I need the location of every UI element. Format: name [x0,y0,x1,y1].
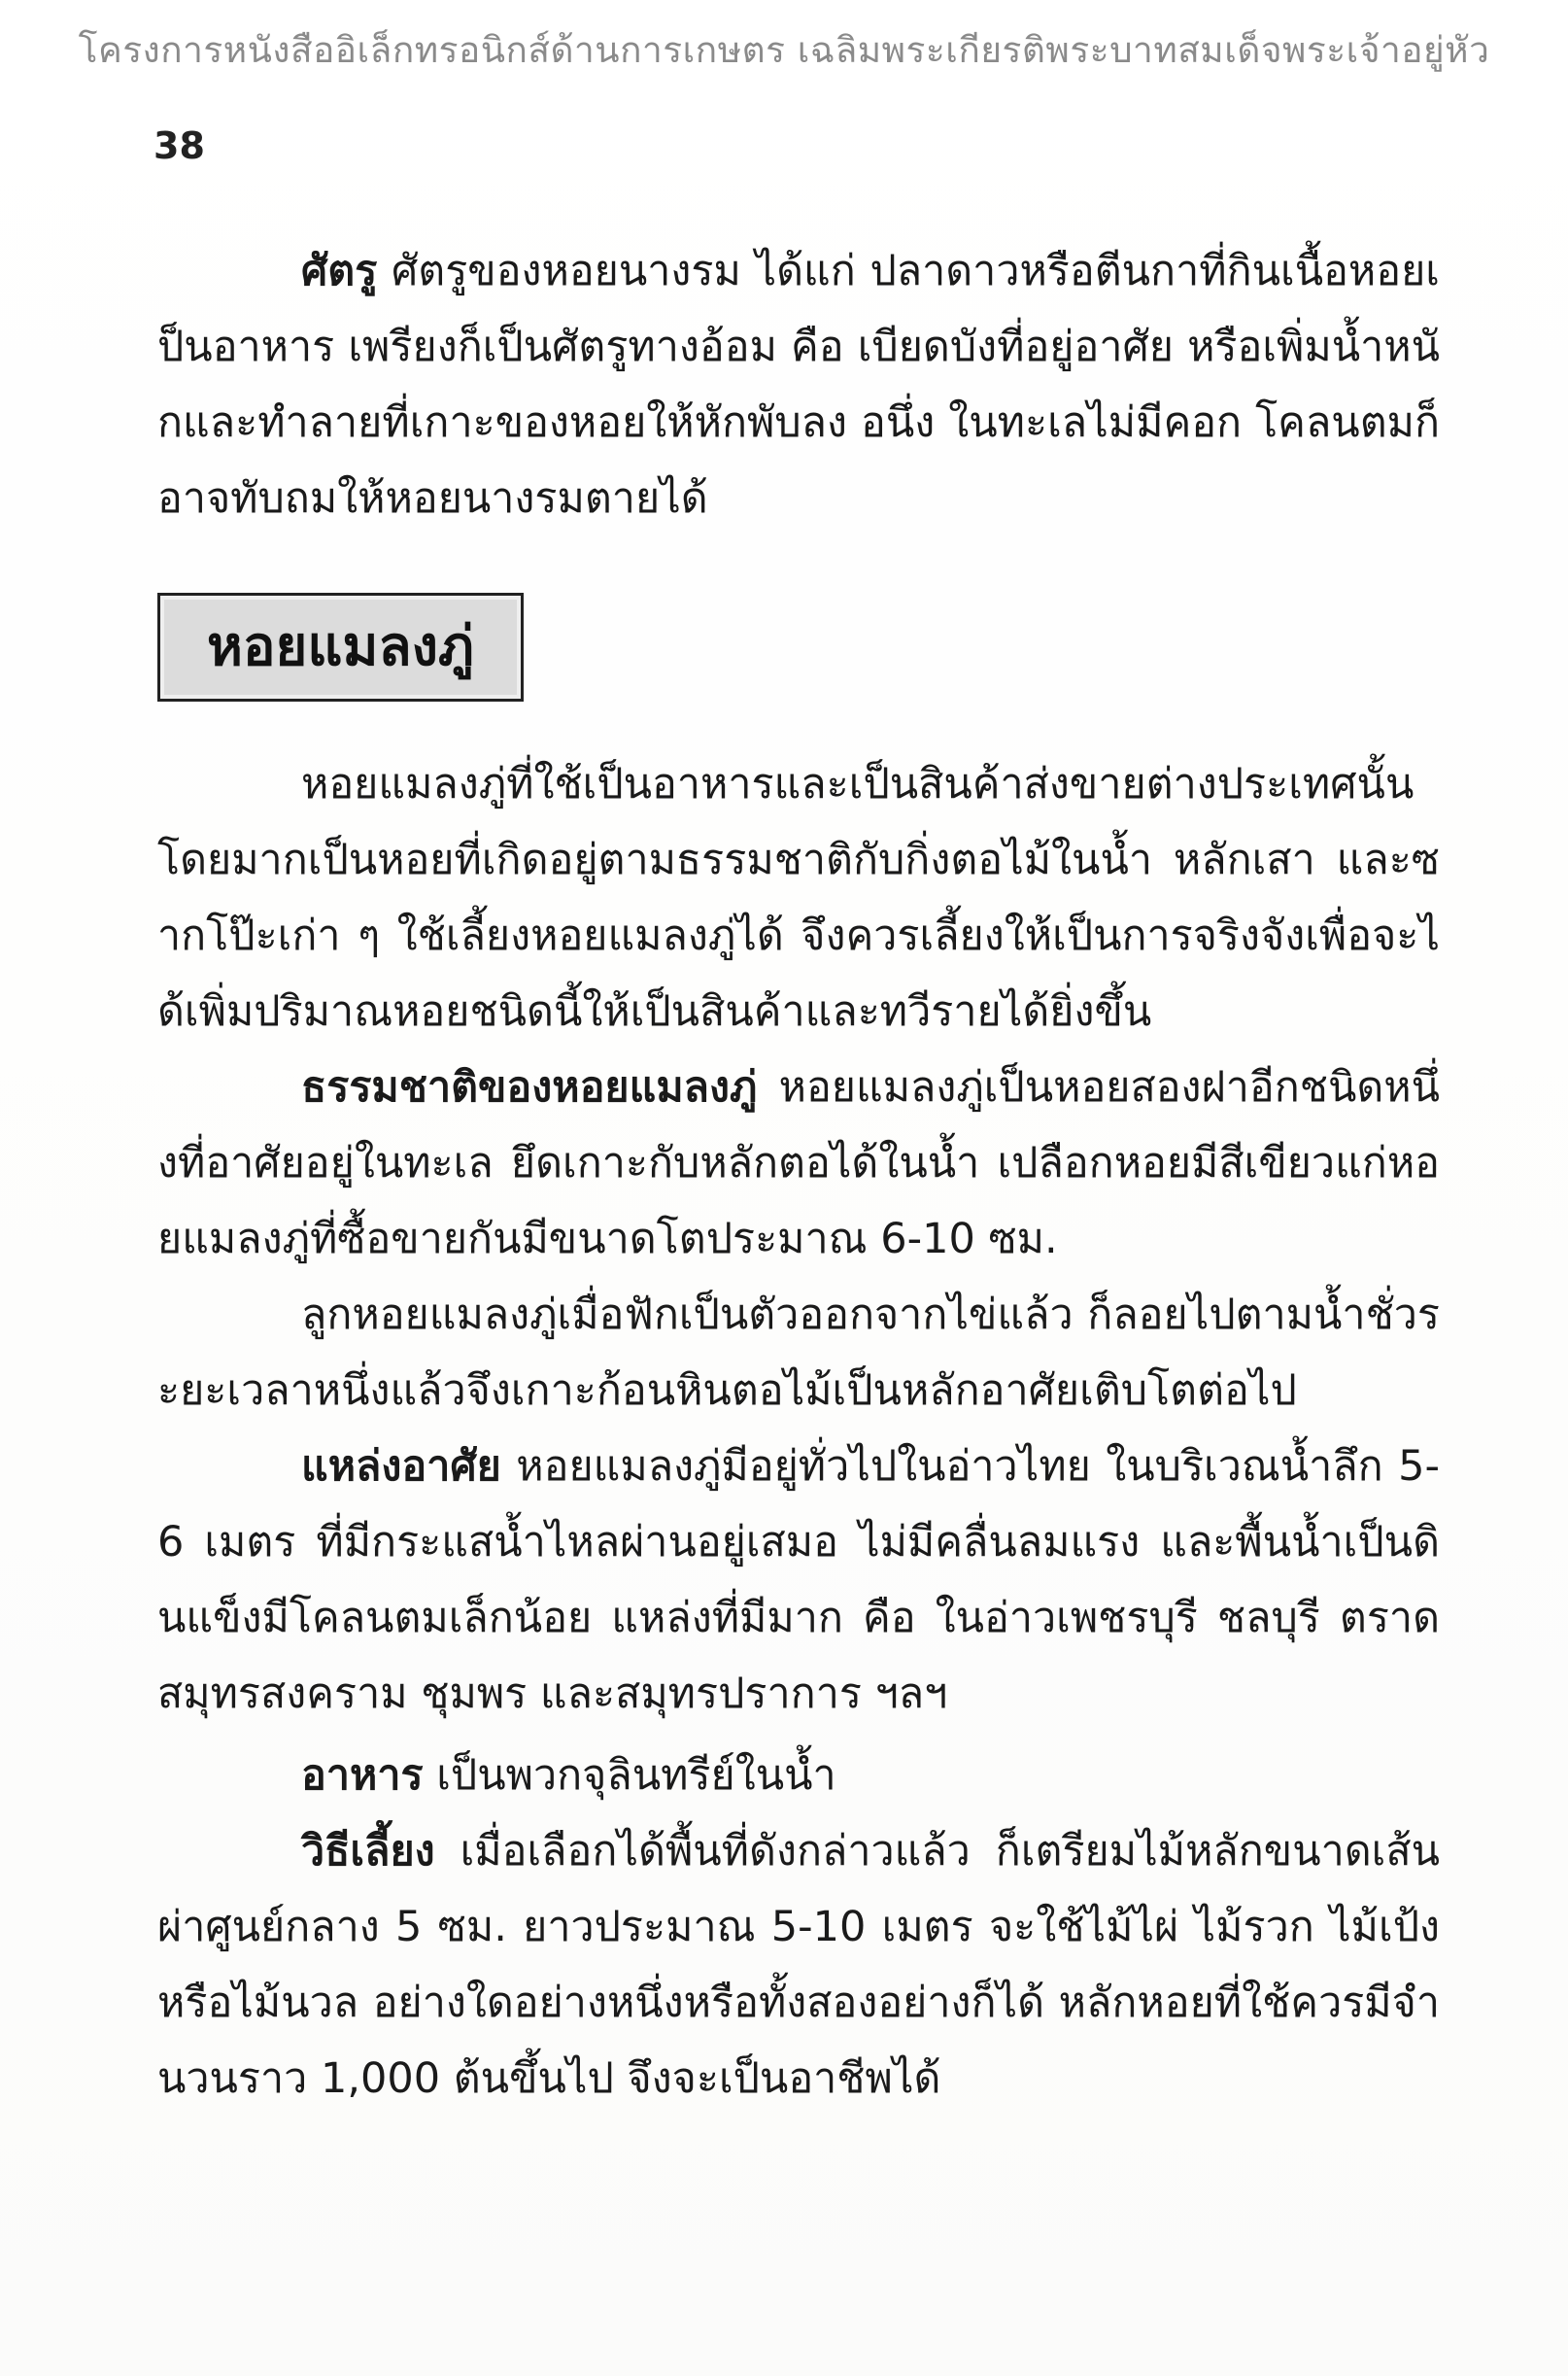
section-paragraph [157,1429,1440,1732]
section-heading-container [157,593,1440,707]
section-paragraph [157,746,1440,1050]
paragraph-text: เมื่อเลือกได้พื้นที่ดังกล่าวแล้ว ก็เตรียมไม้หลักขนาดเส้นผ่าศูนย์กลาง 5 ซม. ยาวประมาณ 5-10 เมตร จะใช้ไม้ไผ่ ไม้รวก ไม้เป้งหรือไม้นวล อย่างใดอย่างหนึ่งหรือทั้งสองอย่างก็ได้ หลักหอยที่ใช้ควรมีจำนวนราว 1,000 ต้นขึ้นไป จึงจะเป็นอาชีพได้ [157,1827,1440,2103]
section-paragraph [157,1050,1440,1277]
page-number: 38 [153,124,205,167]
paragraph-text: ลูกหอยแมลงภู่เมื่อฟักเป็นตัวออกจากไข่แล้ว ก็ลอยไปตามน้ำชั่วระยะเวลาหนึ่งแล้วจึงเกาะก้อนหินตอไม้เป็นหลักอาศัยเติบโตต่อไป [157,1291,1440,1415]
paragraph-lead: วิธีเลี้ยง [301,1827,435,1876]
section-paragraph [157,1277,1440,1429]
intro-paragraph [157,233,1440,536]
paragraph-text: หอยแมลงภู่ที่ใช้เป็นอาหารและเป็นสินค้าส่งขายต่างประเทศนั้น โดยมากเป็นหอยที่เกิดอยู่ตามธรรมชาติกับกิ่งตอไม้ในน้ำ หลักเสา และซากโป๊ะเก่า ๆ ใช้เลี้ยงหอยแมลงภู่ได้ จึงควรเลี้ยงให้เป็นการจริงจังเพื่อจะได้เพิ่มปริมาณหอยชนิดนี้ให้เป็นสินค้าและทวีรายได้ยิ่งขึ้น [157,760,1440,1036]
intro-lead: ศัตรู [301,247,378,295]
section-paragraph [157,1738,1440,1813]
paragraph-text: เป็นพวกจุลินทรีย์ในน้ำ [423,1751,836,1800]
page-body [157,233,1440,2117]
intro-text: ศัตรูของหอยนางรม ได้แก่ ปลาดาวหรือตีนกาที่กินเนื้อหอยเป็นอาหาร เพรียงก็เป็นศัตรูทางอ้อม คือ เบียดบังที่อยู่อาศัย หรือเพิ่มน้ำหนักและทำลายที่เกาะของหอยให้หักพับลง อนึ่ง ในทะเลไม่มีคอก โคลนตมก็อาจทับถมให้หอยนางรมตายได้ [157,247,1440,523]
paragraph-text: หอยแมลงภู่มีอยู่ทั่วไปในอ่าวไทย ในบริเวณน้ำลึก 5-6 เมตร ที่มีกระแสน้ำไหลผ่านอยู่เสมอ ไม่มีคลื่นลมแรง และพื้นน้ำเป็นดินแข็งมีโคลนตมเล็กน้อย แหล่งที่มีมาก คือ ในอ่าวเพชรบุรี ชลบุรี ตราด สมุทรสงคราม ชุมพร และสมุทรปราการ ฯลฯ [157,1442,1440,1718]
section-paragraph [157,1813,1440,2117]
running-header: โครงการหนังสืออิเล็กทรอนิกส์ด้านการเกษตร เฉลิมพระเกียรติพระบาทสมเด็จพระเจ้าอยู่หัว [78,29,1490,71]
paragraph-lead: ธรรมชาติของหอยแมลงภู่ [301,1063,758,1112]
section-heading: หอยแมลงภู่ [157,593,524,702]
paragraph-lead: อาหาร [301,1751,424,1800]
paragraph-text: หอยแมลงภู่เป็นหอยสองฝาอีกชนิดหนึ่งที่อาศัยอยู่ในทะเล ยึดเกาะกับหลักตอได้ในน้ำ เปลือกหอยมีสีเขียวแก่หอยแมลงภู่ที่ซื้อขายกันมีขนาดโตประมาณ 6-10 ซม. [157,1063,1440,1263]
paragraph-lead: แหล่งอาศัย [301,1442,501,1491]
